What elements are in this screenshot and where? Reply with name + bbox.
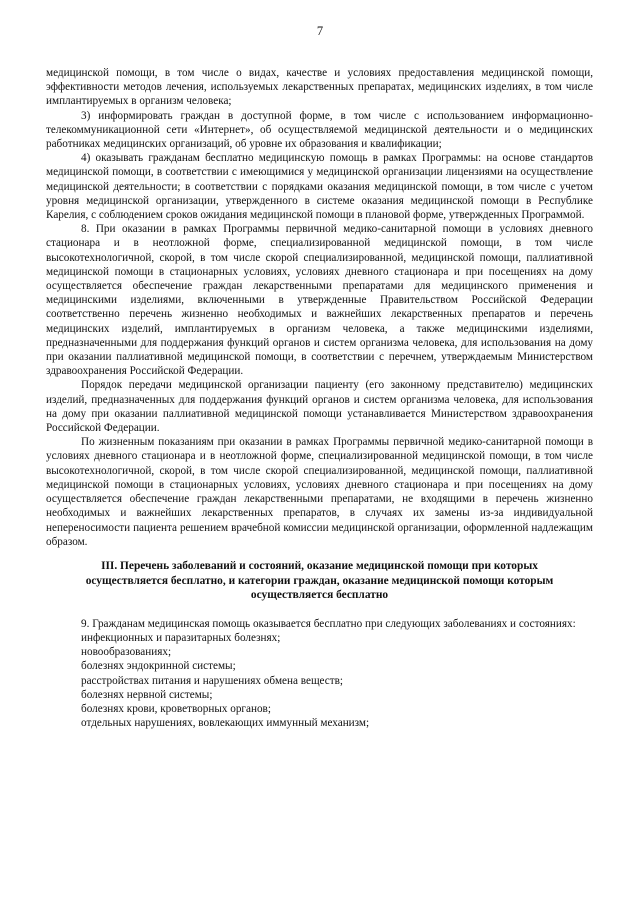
paragraph-continuation: медицинской помощи, в том числе о видах, качестве и условиях предоставления медицинской помощи, эффективности методов лечения, используемых лекарственных препаратах, медицинских изделиях, в том числе имплантируемых в организм человека; <box>46 67 593 108</box>
list-item: болезнях нервной системы; <box>81 688 213 701</box>
list-item: новообразованиях; <box>81 646 172 659</box>
disease-list <box>46 631 593 730</box>
list-item: расстройствах питания и нарушениях обмена веществ; <box>81 674 344 687</box>
list-item: инфекционных и паразитарных болезнях; <box>81 631 281 644</box>
list-item: болезнях эндокринной системы; <box>81 660 236 673</box>
section-heading: III. Перечень заболеваний и состояний, оказание медицинской помощи при которых осуществляется бесплатно, и категории граждан, оказание медицинской помощи которым осуществляется бесплатно <box>85 559 554 602</box>
paragraph-item-9: 9. Гражданам медицинская помощь оказывается бесплатно при следующих заболеваниях и состояниях: <box>81 617 576 630</box>
document-body <box>46 66 593 730</box>
paragraph-vital-indications: По жизненным показаниям при оказании в рамках Программы первичной медико-санитарной помощи в условиях дневного стационара и в неотложной форме, специализированной медицинской помощи, в том числе высокотехнологичной, скорой, в том числе скорой специализированной, медицинской помощи, паллиативной медицинской помощи в стационарных условиях, условиях дневного стационара и при посещениях на дому осуществляется обеспечение граждан лекарственными препаратами, не входящими в перечень жизненно необходимых и важнейших лекарственных препаратов, в случаях их замены из-за индивидуальной непереносимости пациента решением врачебной комиссии медицинской организации, оформленной надлежащим образом. <box>46 436 593 548</box>
paragraph-item-4: 4) оказывать гражданам бесплатно медицинскую помощь в рамках Программы: на основе стандартов медицинской помощи, в соответствии с имеющимися у медицинской организации лицензиями на осуществление медицинской деятельности; в соответствии с порядками оказания медицинской помощи, в том числе с учетом уровня медицинской организации, утвержденного в системе оказания медицинской помощи в Республике Карелия, с соблюдением сроков ожидания медицинской помощи в плановой форме, утвержденных Программой. <box>46 152 593 222</box>
paragraph-item-8: 8. При оказании в рамках Программы первичной медико-санитарной помощи в условиях дневного стационара и в неотложной форме, специализированной медицинской помощи, в том числе высокотехнологичной, скорой, в том числе скорой специализированной, медицинской помощи, паллиативной медицинской помощи в стационарных условиях, условиях дневного стационара и при посещениях на дому осуществляется обеспечение граждан лекарственными препаратами для медицинского применения и медицинскими изделиями, включенными в утвержденные Правительством Российской Федерации соответственно перечень жизненно необходимых и важнейших лекарственных препаратов и перечень медицинских изделий, имплантируемых в организм человека, а также медицинскими изделиями, предназначенными для поддержания функций органов и систем организма человека, для использования на дому при оказании паллиативной медицинской помощи, в соответствии с перечнем, утверждаемым Министерством здравоохранения Российской Федерации. <box>46 223 593 378</box>
list-item: болезнях крови, кроветворных органов; <box>81 702 271 715</box>
paragraph-transfer-order: Порядок передачи медицинской организации пациенту (его законному представителю) медицинских изделий, предназначенных для поддержания функций органов и систем организма человека, для использования на дому при оказании паллиативной медицинской помощи устанавливается Министерством здравоохранения Российской Федерации. <box>46 379 593 435</box>
paragraph-item-3: 3) информировать граждан в доступной форме, в том числе с использованием информационно-телекоммуникационной сети «Интернет», об осуществляемой медицинской деятельности и о медицинских работниках медицинских организаций, об уровне их образования и квалификации; <box>46 109 593 151</box>
page-number: 7 <box>316 24 324 38</box>
list-item: отдельных нарушениях, вовлекающих иммунный механизм; <box>81 717 370 730</box>
